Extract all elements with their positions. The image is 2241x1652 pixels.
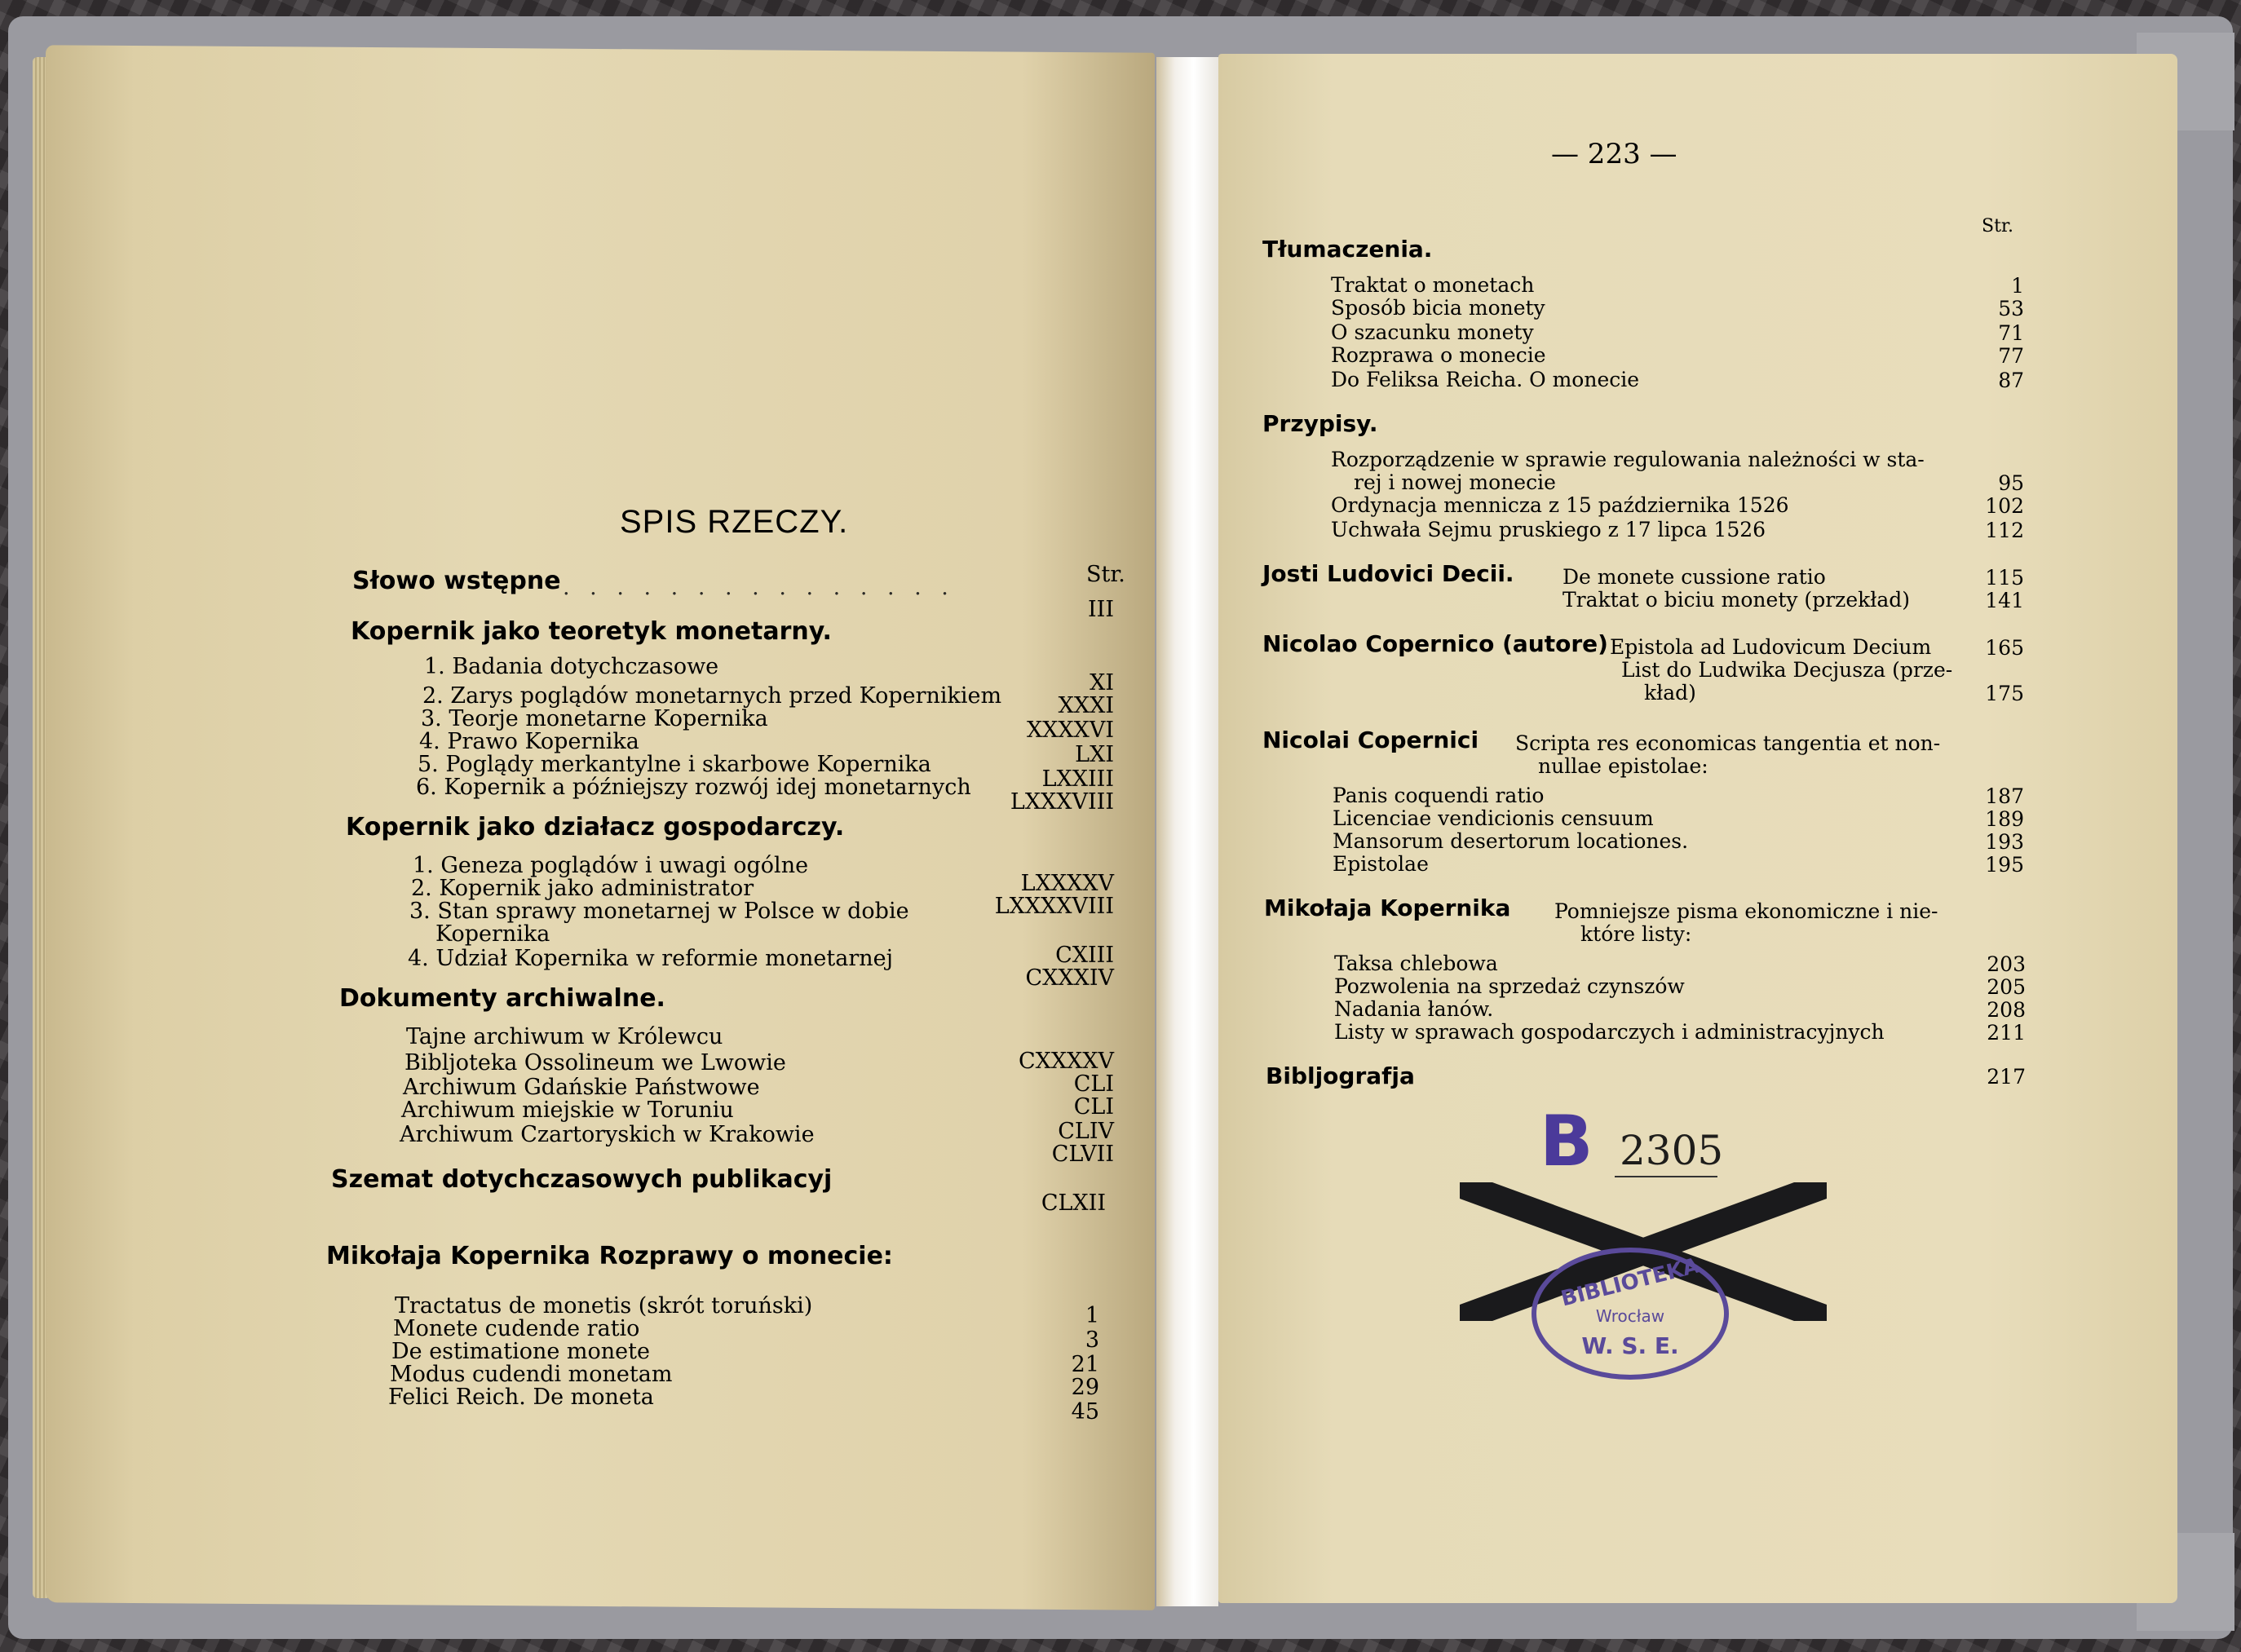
toc-title: SPIS RZECZY. bbox=[620, 504, 849, 540]
toc-entry: 4. Udział Kopernika w reformie monetarnej bbox=[408, 946, 893, 971]
toc-entry: 6. Kopernik a późniejszy rozwój idej monetarnych bbox=[416, 775, 971, 800]
toc-page: 95 bbox=[1998, 471, 2024, 495]
toc-page: CLVII bbox=[1051, 1142, 1114, 1167]
toc-entry: 2. Kopernik jako administrator bbox=[411, 876, 754, 901]
toc-entry: Traktat o biciu monety (przekład) bbox=[1563, 588, 1911, 612]
toc-entry: Sposób bicia monety bbox=[1331, 296, 1545, 320]
toc-entry: Archiwum Gdańskie Państwowe bbox=[403, 1075, 760, 1100]
intro-page: III bbox=[1088, 597, 1114, 622]
toc-entry: Listy w sprawach gospodarczych i administracyjnych bbox=[1334, 1020, 1885, 1044]
seal-text: Wrocław bbox=[1595, 1306, 1665, 1326]
toc-entry: Epistola ad Ludovicum Decium bbox=[1610, 635, 1932, 659]
toc-page: 175 bbox=[1985, 682, 2024, 705]
toc-entry: Rozporządzenie w sprawie regulowania należności w sta- bbox=[1331, 448, 1925, 471]
section-heading: Nicolai Copernici bbox=[1262, 727, 1479, 753]
toc-entry: Archiwum miejskie w Toruniu bbox=[401, 1098, 734, 1123]
toc-page: 21 bbox=[1071, 1352, 1099, 1377]
toc-page: 112 bbox=[1985, 519, 2024, 542]
toc-entry: 4. Prawo Kopernika bbox=[419, 729, 639, 754]
section-heading: Nicolao Copernico (autore) bbox=[1262, 630, 1608, 657]
toc-entry: Kopernika bbox=[435, 921, 550, 947]
toc-page: XXXXVI bbox=[1026, 718, 1114, 743]
toc-page: 195 bbox=[1985, 853, 2024, 877]
bibliography-page: 217 bbox=[1987, 1065, 2026, 1089]
schema-page: CLXII bbox=[1041, 1190, 1106, 1216]
toc-entry: Archiwum Czartoryskich w Krakowie bbox=[400, 1122, 815, 1147]
library-stamp-letter: B bbox=[1540, 1101, 1593, 1182]
toc-entry: Tractatus de monetis (skrót toruński) bbox=[395, 1293, 813, 1319]
toc-page: LXXXVIII bbox=[1010, 789, 1114, 815]
toc-entry: 2. Zarys poglądów monetarnych przed Kopernikiem bbox=[422, 683, 1002, 709]
library-seal bbox=[1532, 1248, 1729, 1380]
toc-page: 187 bbox=[1985, 784, 2024, 808]
section-heading: Mikołaja Kopernika Rozprawy o monecie: bbox=[326, 1242, 893, 1270]
toc-entry: Felici Reich. De moneta bbox=[388, 1385, 654, 1410]
toc-entry: 3. Teorje monetarne Kopernika bbox=[421, 706, 768, 731]
toc-page: XXXI bbox=[1058, 693, 1114, 718]
str-label: Str. bbox=[1982, 216, 2014, 236]
toc-page: CLIV bbox=[1058, 1119, 1114, 1144]
toc-entry: Mansorum desertorum locationes. bbox=[1333, 829, 1689, 853]
toc-page: 1 bbox=[2011, 274, 2024, 298]
section-heading: Kopernik jako działacz gospodarczy. bbox=[346, 813, 845, 841]
toc-page: 3 bbox=[1085, 1327, 1099, 1353]
toc-page: CXXXXV bbox=[1018, 1049, 1114, 1074]
toc-entry: Ordynacja mennicza z 15 października 1526 bbox=[1331, 493, 1789, 517]
toc-entry: Panis coquendi ratio bbox=[1333, 784, 1545, 807]
section-heading: Dokumenty archiwalne. bbox=[339, 984, 665, 1013]
toc-page: 203 bbox=[1987, 952, 2026, 976]
toc-entry: Epistolae bbox=[1333, 852, 1429, 876]
toc-entry: Licenciae vendicionis censuum bbox=[1333, 806, 1654, 830]
toc-page: 29 bbox=[1071, 1375, 1099, 1400]
toc-entry: Scripta res economicas tangentia et non- bbox=[1515, 731, 1941, 755]
section-heading: Mikołaja Kopernika bbox=[1264, 894, 1511, 921]
toc-page: 77 bbox=[1998, 344, 2024, 368]
toc-entry: 1. Geneza poglądów i uwagi ogólne bbox=[413, 853, 809, 878]
toc-page: 205 bbox=[1987, 975, 2026, 999]
intro-label: Słowo wstępne bbox=[352, 567, 561, 595]
toc-entry: De estimatione monete bbox=[391, 1339, 650, 1364]
toc-entry: Pozwolenia na sprzedaż czynszów bbox=[1334, 974, 1685, 998]
section-heading: Josti Ludovici Decii. bbox=[1262, 560, 1514, 587]
toc-page: CLI bbox=[1073, 1071, 1114, 1097]
toc-entry: Taksa chlebowa bbox=[1334, 952, 1498, 975]
toc-page: 1 bbox=[1085, 1303, 1099, 1328]
toc-page: LXXIII bbox=[1041, 766, 1114, 792]
toc-entry: De monete cussione ratio bbox=[1563, 565, 1826, 589]
leader-dots: . . . . . . . . . . . . . . . bbox=[563, 575, 955, 600]
library-stamp-number: 2305 bbox=[1620, 1127, 1724, 1174]
toc-entry: Uchwała Sejmu pruskiego z 17 lipca 1526 bbox=[1331, 518, 1766, 541]
toc-page: LXXXXVIII bbox=[994, 894, 1114, 919]
section-heading: Przypisy. bbox=[1262, 410, 1378, 437]
toc-entry: 1. Badania dotychczasowe bbox=[424, 654, 719, 679]
toc-page: 208 bbox=[1987, 998, 2026, 1022]
toc-page: CLI bbox=[1073, 1094, 1114, 1120]
toc-entry: Modus cudendi monetam bbox=[390, 1362, 673, 1387]
toc-entry: Traktat o monetach bbox=[1331, 273, 1535, 297]
seal-text: W. S. E. bbox=[1581, 1332, 1679, 1359]
toc-page: 211 bbox=[1987, 1021, 2026, 1045]
toc-entry: Monete cudende ratio bbox=[393, 1316, 640, 1341]
toc-entry: 3. Stan sprawy monetarnej w Polsce w dobie bbox=[409, 899, 909, 924]
toc-entry: Rozprawa o monecie bbox=[1331, 343, 1546, 367]
toc-page: 189 bbox=[1985, 807, 2024, 831]
toc-page: 45 bbox=[1071, 1399, 1099, 1425]
toc-page: 87 bbox=[1998, 369, 2024, 392]
toc-page: 165 bbox=[1985, 636, 2024, 660]
toc-entry: nullae epistolae: bbox=[1538, 754, 1708, 778]
toc-entry: Nadania łanów. bbox=[1334, 997, 1494, 1021]
str-label: Str. bbox=[1086, 562, 1125, 587]
toc-page: 115 bbox=[1985, 566, 2024, 590]
toc-page: LXI bbox=[1075, 742, 1114, 767]
seal-text: BIBLIOTEKA bbox=[1558, 1253, 1702, 1312]
toc-entry: 5. Poglądy merkantylne i skarbowe Kopernika bbox=[418, 752, 931, 777]
toc-page: LXXXXV bbox=[1020, 871, 1114, 896]
bibliography-label: Bibljografja bbox=[1266, 1062, 1415, 1089]
toc-entry: Do Feliksa Reicha. O monecie bbox=[1331, 368, 1640, 391]
toc-page: 141 bbox=[1985, 589, 2024, 612]
toc-page: CXIII bbox=[1055, 943, 1114, 968]
toc-entry: które listy: bbox=[1580, 922, 1692, 946]
toc-entry: Tajne archiwum w Królewcu bbox=[406, 1024, 723, 1049]
toc-entry: List do Ludwika Decjusza (prze- bbox=[1621, 658, 1953, 682]
toc-entry: O szacunku monety bbox=[1331, 320, 1534, 344]
toc-page: 53 bbox=[1998, 297, 2024, 320]
toc-page: XI bbox=[1090, 670, 1114, 696]
toc-entry: Bibljoteka Ossolineum we Lwowie bbox=[404, 1050, 786, 1076]
section-heading: Tłumaczenia. bbox=[1262, 236, 1433, 263]
toc-page: 71 bbox=[1998, 321, 2024, 345]
toc-entry: Pomniejsze pisma ekonomiczne i nie- bbox=[1554, 899, 1938, 923]
stamp-underline bbox=[1615, 1176, 1717, 1177]
section-heading: Kopernik jako teoretyk monetarny. bbox=[351, 617, 832, 646]
toc-entry: rej i nowej monecie bbox=[1354, 470, 1556, 494]
toc-page: 193 bbox=[1985, 830, 2024, 854]
toc-page: CXXXIV bbox=[1025, 965, 1114, 991]
schema-label: Szemat dotychczasowych publikacyj bbox=[331, 1165, 833, 1194]
book-gutter bbox=[1156, 57, 1218, 1606]
toc-page: 102 bbox=[1985, 494, 2024, 518]
toc-entry: kład) bbox=[1644, 681, 1696, 705]
page-number: — 223 — bbox=[1551, 138, 1677, 170]
